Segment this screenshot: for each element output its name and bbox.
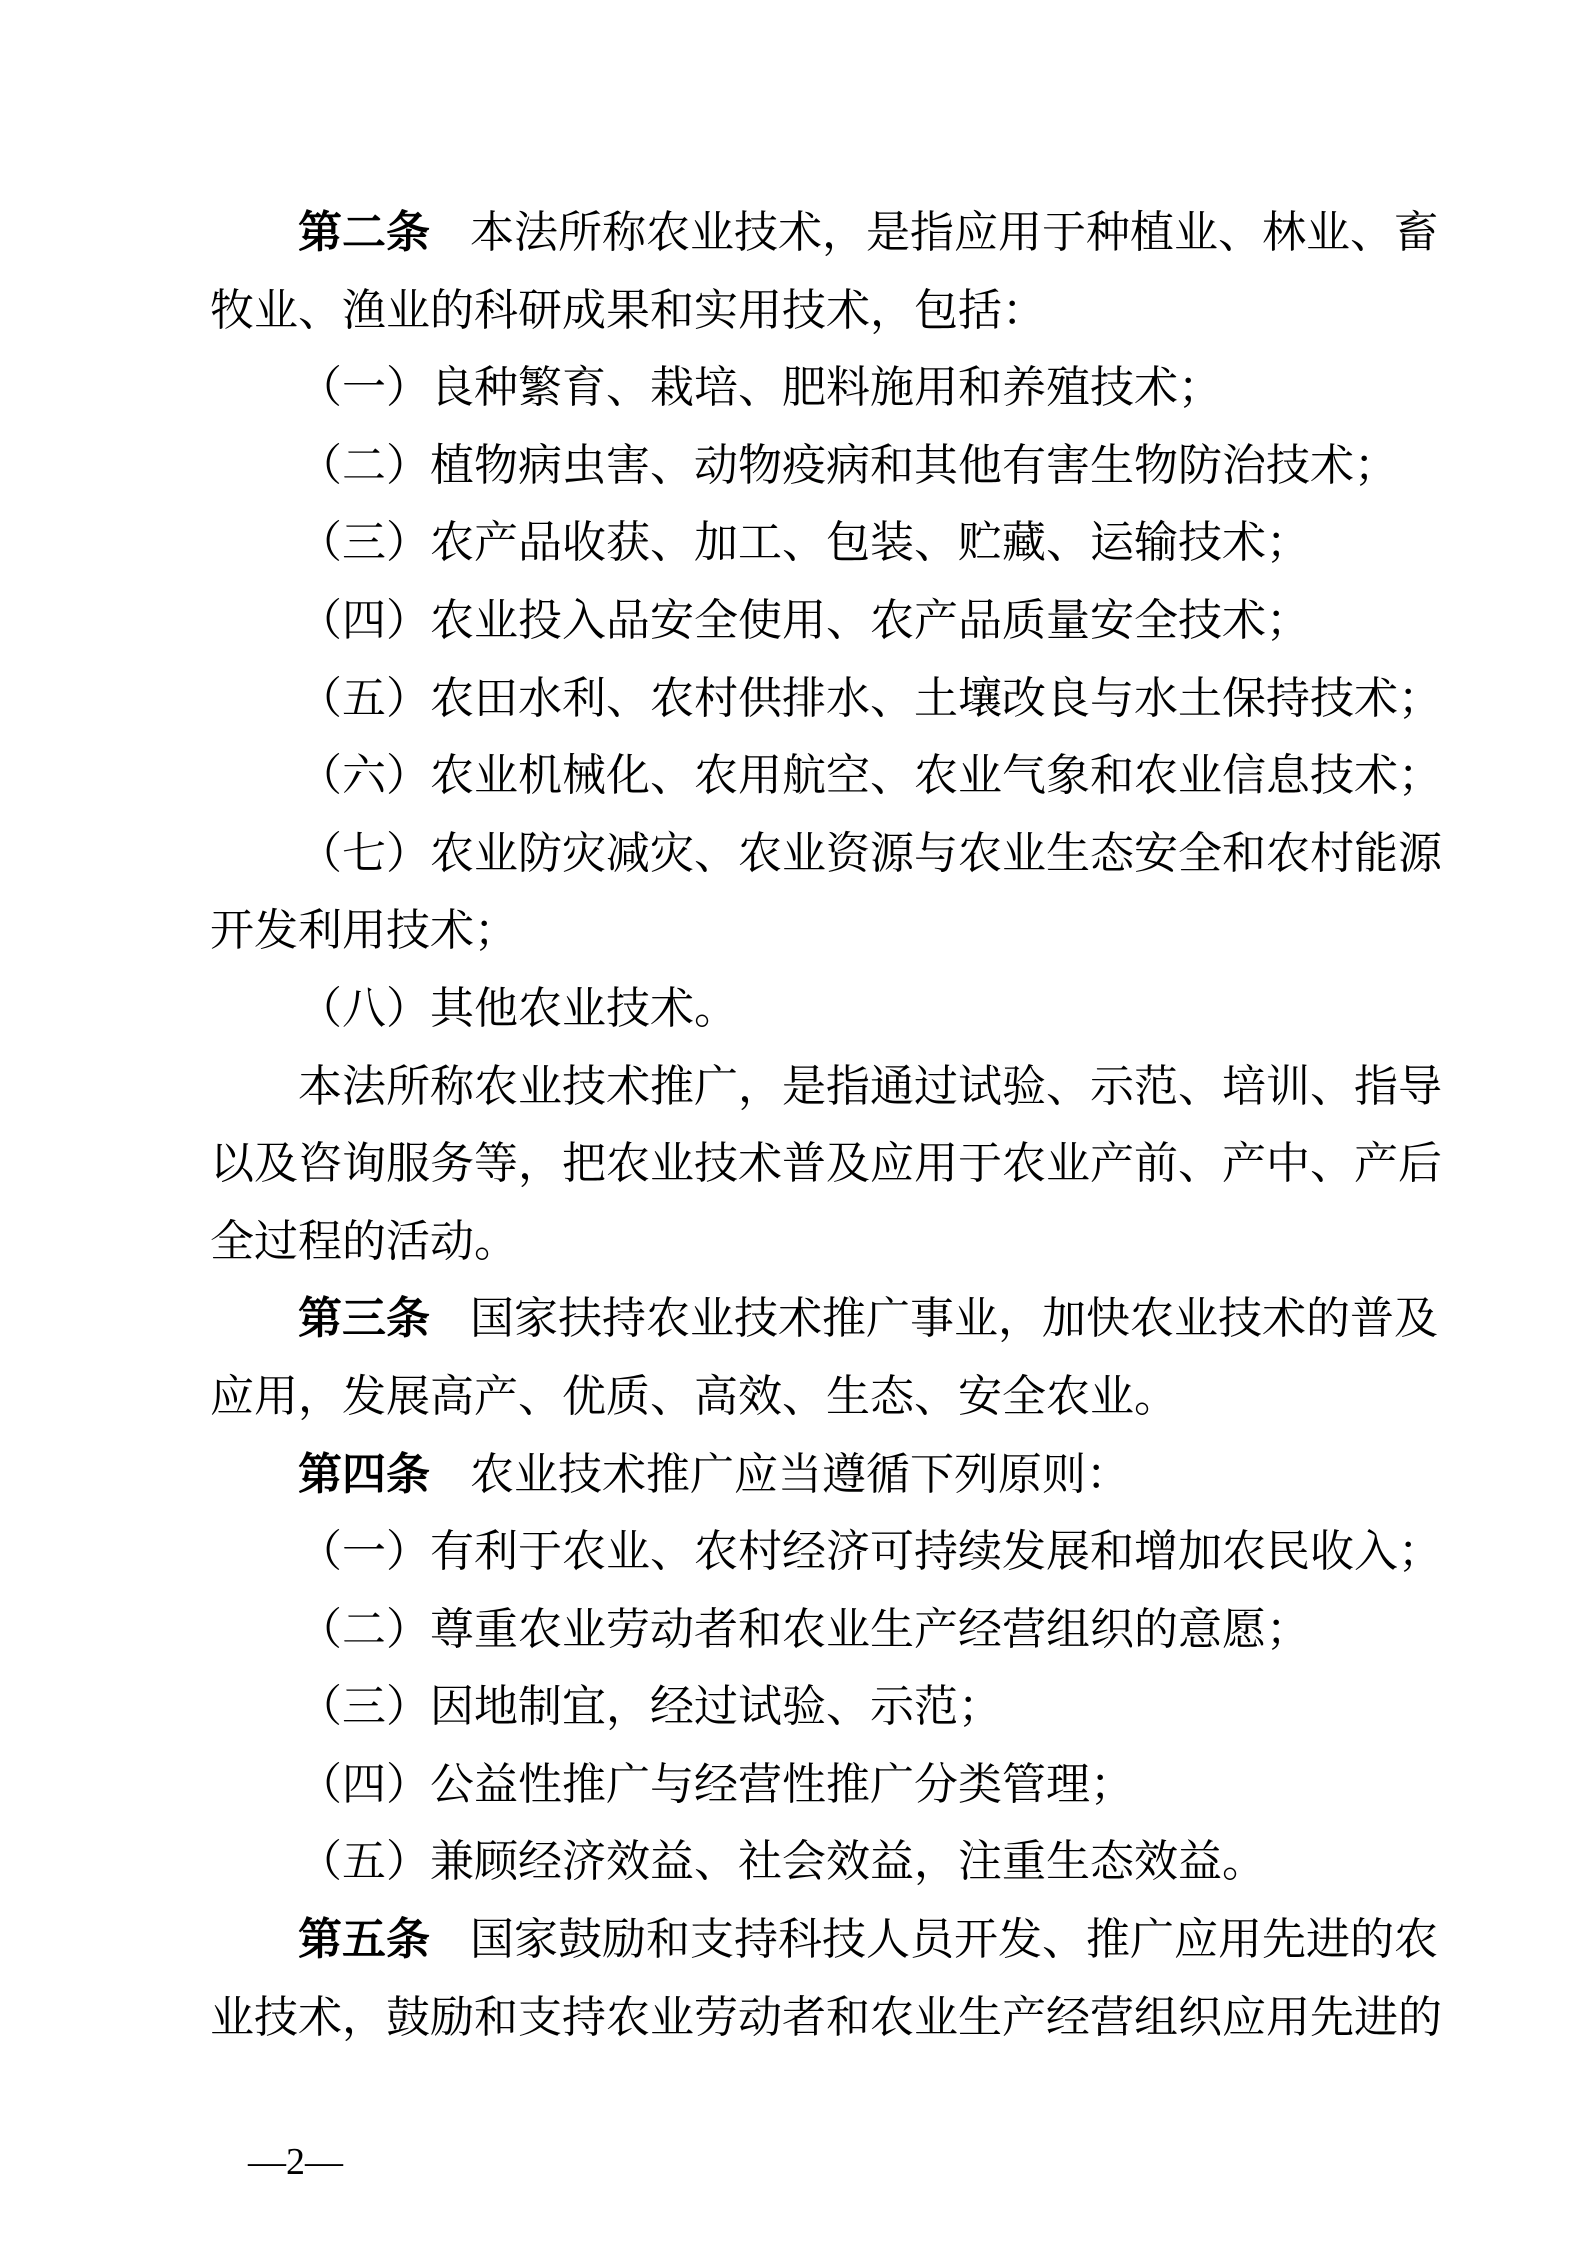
text-line — [210, 1979, 1442, 2057]
line-text: （二）尊重农业劳动者和农业生产经营组织的意愿； — [298, 1604, 1310, 1654]
line-text: 全过程的活动。 — [210, 1216, 518, 1266]
text-line — [210, 504, 1390, 582]
line-text: 牧业、渔业的科研成果和实用技术，包括： — [210, 285, 1046, 335]
article-number: 第三条 — [298, 1294, 430, 1344]
text-line — [210, 1125, 1442, 1203]
text-line — [210, 349, 1390, 427]
line-text: 国家扶持农业技术推广事业，加快农业技术的普及 — [470, 1294, 1438, 1344]
text-line — [210, 1436, 1390, 1514]
line-text: （五）兼顾经济效益、社会效益，注重生态效益。 — [298, 1837, 1266, 1887]
text-line — [210, 970, 1390, 1048]
text-line — [210, 737, 1442, 815]
line-text: 开发利用技术； — [210, 906, 518, 956]
line-text: （七）农业防灾减灾、农业资源与农业生态安全和农村能源 — [298, 828, 1442, 878]
document-body — [210, 194, 1442, 2056]
text-line — [210, 1280, 1438, 1358]
line-text: （六）农业机械化、农用航空、农业气象和农业信息技术； — [298, 751, 1442, 801]
page-number: —2— — [248, 2141, 343, 2183]
line-text: 业技术，鼓励和支持农业劳动者和农业生产经营组织应用先进的 — [210, 1992, 1442, 2042]
text-line — [210, 1746, 1390, 1824]
text-line — [210, 1048, 1442, 1126]
text-line — [210, 427, 1398, 505]
text-line — [210, 660, 1442, 738]
text-line — [210, 1591, 1390, 1669]
line-text: （三）农产品收获、加工、包装、贮藏、运输技术； — [298, 518, 1310, 568]
text-line — [210, 1668, 1390, 1746]
line-text: （一）有利于农业、农村经济可持续发展和增加农民收入； — [298, 1527, 1442, 1577]
line-text: （四）公益性推广与经营性推广分类管理； — [298, 1759, 1134, 1809]
line-text: （一）良种繁育、栽培、肥料施用和养殖技术； — [298, 363, 1222, 413]
text-line — [210, 815, 1442, 893]
line-text: （二）植物病虫害、动物疫病和其他有害生物防治技术； — [298, 440, 1398, 490]
text-line — [210, 194, 1438, 272]
text-line — [210, 892, 1390, 970]
line-text: （四）农业投入品安全使用、农产品质量安全技术； — [298, 595, 1310, 645]
text-line — [210, 272, 1390, 350]
article-number: 第五条 — [298, 1915, 430, 1965]
text-line — [210, 1513, 1442, 1591]
text-line — [210, 1203, 1390, 1281]
text-line — [210, 1901, 1438, 1979]
line-text: （八）其他农业技术。 — [298, 983, 738, 1033]
text-line — [210, 1823, 1390, 1901]
text-line — [210, 582, 1390, 660]
article-number: 第二条 — [298, 208, 430, 257]
line-text: 国家鼓励和支持科技人员开发、推广应用先进的农 — [470, 1915, 1438, 1965]
line-text: 本法所称农业技术推广，是指通过试验、示范、培训、指导 — [298, 1061, 1442, 1111]
article-number: 第四条 — [298, 1449, 430, 1499]
line-text: 本法所称农业技术，是指应用于种植业、林业、畜 — [470, 208, 1438, 257]
text-line — [210, 1358, 1390, 1436]
line-text: （五）农田水利、农村供排水、土壤改良与水土保持技术； — [298, 673, 1442, 723]
line-text: 农业技术推广应当遵循下列原则： — [470, 1449, 1130, 1499]
line-text: （三）因地制宜，经过试验、示范； — [298, 1682, 1002, 1732]
line-text: 以及咨询服务等，把农业技术普及应用于农业产前、产中、产后 — [210, 1139, 1442, 1189]
line-text: 应用，发展高产、优质、高效、生态、安全农业。 — [210, 1371, 1178, 1421]
